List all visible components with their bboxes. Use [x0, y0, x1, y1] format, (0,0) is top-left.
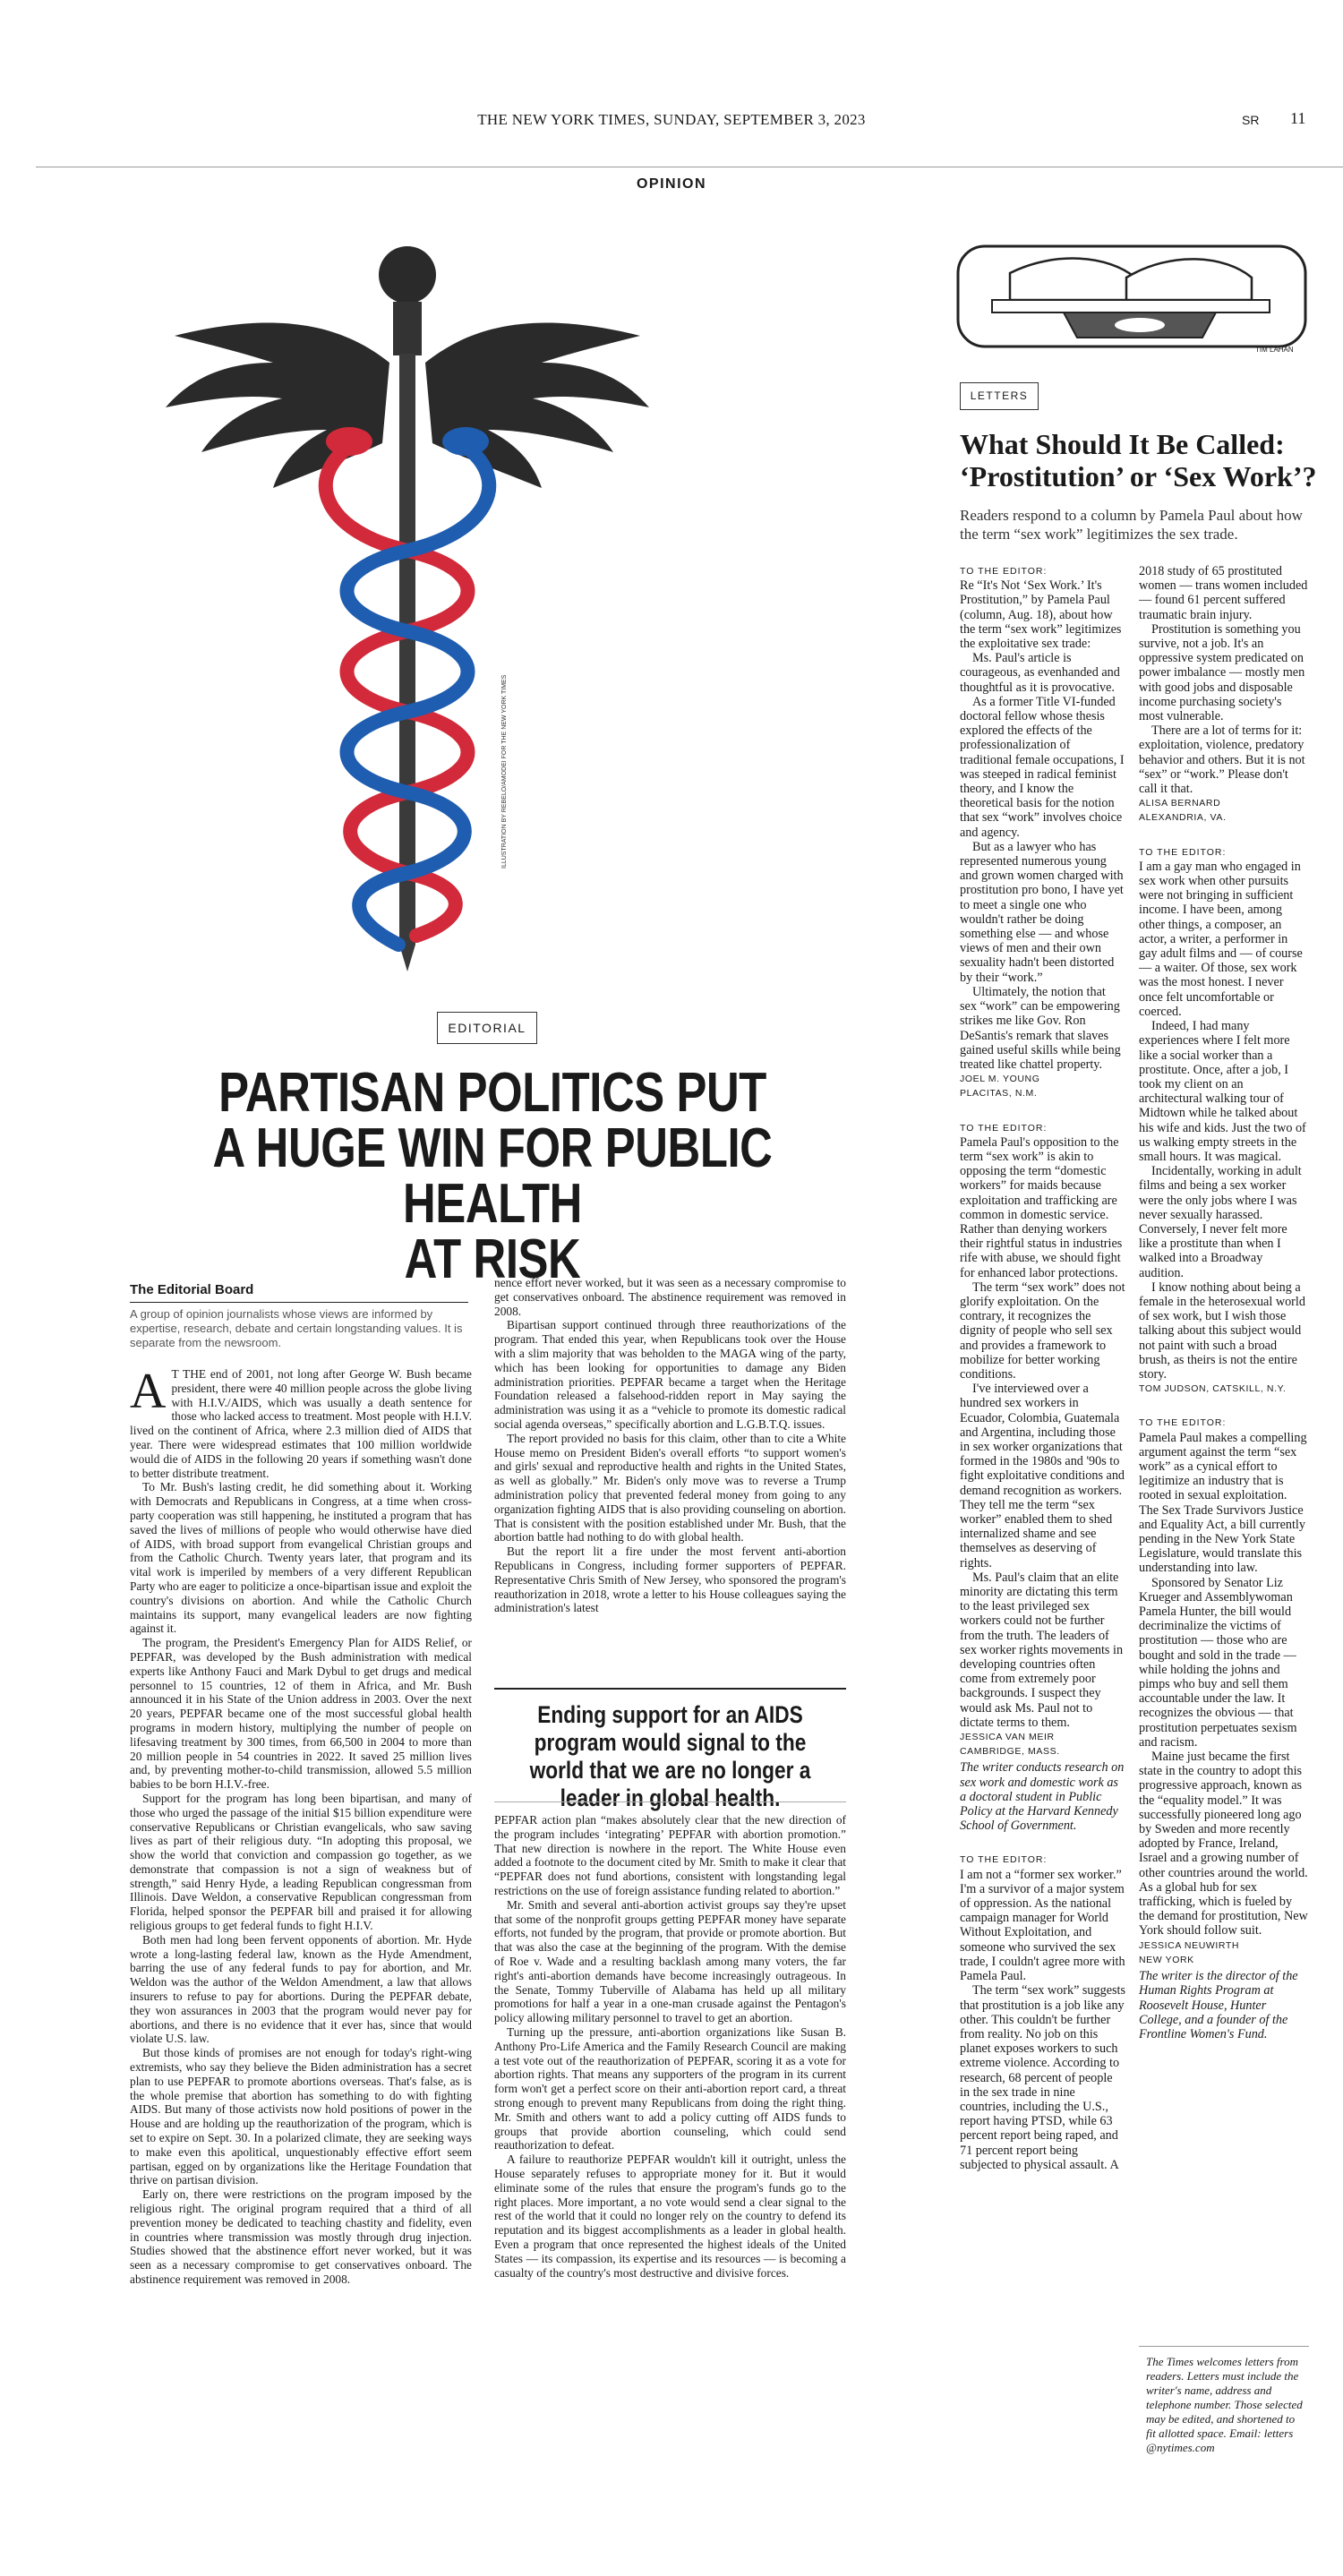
editorial-headline [192, 1062, 793, 1290]
editorial-paragraph: To Mr. Bush's lasting credit, he did something about it. Working with Democrats and Republicans in Congress, at a time when cross-party cooperation was still happening, he instituted a program that has saved the lives of millions of people who would otherwise have died of AIDS, with broad support from evangelical Christian groups and from the Catholic Church. Twenty years later, that program and its vital work is imperiled by members of a very different Republican Party who are eager to politicize a once-bipartisan issue and exploit the country's divisions on abortion. And while the Catholic Church maintains its support, many evangelical leaders are now fighting against it. [130, 1480, 472, 1636]
left-wing-graphic [166, 323, 389, 488]
letters-policy-note: The Times welcomes letters from readers. Letters must include the writer's name, address and telephone number. Those selected may be edited, and shortened to fit allotted space. Email: letters @nytimes.com [1146, 2355, 1303, 2454]
editorial-paragraph: Turning up the pressure, anti-abortion organizations like Susan B. Anthony Pro-Life America and the Family Research Council are making a test vote out of the reauthorization of PEPFAR, scoring it as a vote for abortion rights. That means any supporters of the program in its current form won't get a perfect score on their anti-abortion report card, a threat strong enough to prevent many Republicans from doing the right thing. Mr. Smith and others want to add a policy cutting off AIDS funds to groups that provide abortion counseling, which could send reauthorization to defeat. [494, 2024, 846, 2152]
editorial-paragraph: Support for the program has long been bipartisan, and many of those who urged the passage of the initial $15 billion expenditure were conservative Republicans or Christian evangelicals, who saw saving lives as part of their religious duty. “In adopting this proposal, we show the world that conviction and compassion go together, as we demonstrate that compassion is not a sign of weakness but of strength,” said Henry Hyde, a leading Republican congressman from Illinois. Dave Weldon, a conservative Republican congressman from Florida, helped sponsor the PEPFAR bill and praised it for allowing religious groups to get federal funds to fight H.I.V. [130, 1791, 472, 1933]
letter-paragraph: I am not a “former sex worker.” I'm a survivor of a major system of oppression. As the national campaign manager for World Without Exploitation, and someone who survived the sex trade, I couldn't agree more with Pamela Paul. [960, 1867, 1125, 1984]
editorial-column-2-bottom [494, 1813, 846, 2485]
section-label: OPINION [636, 176, 707, 192]
paper-date-line: THE NEW YORK TIMES, SUNDAY, SEPTEMBER 3, 2023 [477, 111, 866, 128]
author-description: A group of opinion journalists whose views are informed by expertise, research, debate and certain longstanding values. It is separate from the newsroom. [130, 1307, 463, 1349]
to-the-editor: TO THE EDITOR: [960, 566, 1048, 577]
editorial-column-2-top [494, 1276, 846, 1683]
letter-signature: JESSICA VAN MEIR CAMBRIDGE, MASS. [960, 1732, 1060, 1758]
letter-paragraph: There are a lot of terms for it: exploitation, violence, predatory behavior and others. But it is not “sex” or “work.” Please don't call it that. [1139, 723, 1305, 797]
staff-rod [399, 354, 415, 945]
pull-quote-bottom-rule [494, 1801, 846, 1802]
letter-paragraph: As a former Title VI-funded doctoral fellow whose thesis explored the effects of the professionalization of traditional female occupations, I was steeped in radical feminist theory, and I know the theoretical basis for the notion that sex “work” involves choice and agency. [960, 694, 1125, 840]
writer-note: The writer is the director of the Human Rights Program at Roosevelt House, Hunter College, and a founder of the Frontline Women's Fund. [1139, 1969, 1298, 2041]
letter-paragraph: Re “It's Not ‘Sex Work.’ It's Prostitution,” by Pamela Paul (column, Aug. 18), about how the term “sex work” legitimizes the exploitative sex trade: [960, 578, 1122, 652]
to-the-editor: TO THE EDITOR: [960, 1854, 1048, 1866]
editorial-paragraph: But the report lit a fire under the most fervent anti-abortion Republicans in Congress, including former supporters of PEPFAR. Representative Chris Smith of New Jersey, who sponsored the program's reauthorization in 2018, wrote a letter to his House colleagues saying the administration's latest [494, 1545, 846, 1615]
byline-rule [130, 1302, 468, 1303]
byline: The Editorial Board [130, 1282, 254, 1297]
letter-signature: ALISA BERNARD ALEXANDRIA, VA. [1139, 798, 1227, 824]
to-the-editor: TO THE EDITOR: [1139, 846, 1227, 858]
pull-quote: Ending support for an AIDS program would signal to the world that we are no longer a leader in global health. [529, 1701, 811, 1811]
editorial-paragraph: The report provided no basis for this claim, other than to cite a White House memo on President Biden's overall efforts “to support women's and girls' sexual and reproductive health and rights in the United States, as well as globally.” Mr. Biden's only move was to reverse a Trump administration policy that prevented federal money from going to any organization fighting AIDS that is also providing counseling on abortion. That is consistent with the position established under Mr. Bush, that the abortion battle had nothing to do with global health. [494, 1431, 846, 1545]
editorial-column-1 [130, 1367, 472, 2482]
letter-signature: JESSICA NEUWIRTH NEW YORK [1139, 1939, 1240, 1965]
editorial-label: EDITORIAL [437, 1012, 537, 1044]
section-code: SR [1242, 113, 1260, 127]
letters-illustration-credit: TIM LAHAN [1255, 346, 1294, 354]
letter-paragraph: Prostitution is something you survive, not a job. It's an oppressive system predicated on power imbalance — mostly men with good jobs and disposable income purchasing society's most vulnerable. [1139, 621, 1305, 724]
red-serpent-head [326, 427, 372, 456]
letter-signature: TOM JUDSON, CATSKILL, N.Y. [1139, 1383, 1287, 1395]
drop-cap: A [130, 1367, 167, 1419]
letters-dek: Readers respond to a column by Pamela Paul about how the term “sex work” legitimizes the sex trade. [960, 507, 1303, 543]
letter-paragraph: Sponsored by Senator Liz Krueger and Assemblywoman Pamela Hunter, the bill would decriminalize the victims of prostitution — those who are bought and sold in the trade — while holding the johns and pimps who buy and sell them accountable under the law. It recognizes the obvious — that prostitution perpetuates sexism and racism. [1139, 1575, 1297, 1750]
caduceus-illustration [148, 228, 667, 980]
letters-column-1 [960, 564, 1125, 2480]
editorial-paragraph: Early on, there were restrictions on the program imposed by the religious right. The original program required that a third of all prevention money be dedicated to teaching chastity and fidelity, even in countries where transmission was mostly through drug injection. Studies showed that the abstinence effort never worked, but it was seen as a necessary compromise to get conservatives onboard. The abstinence requirement was removed in 2008. [130, 2187, 472, 2286]
editorial-paragraph: But those kinds of promises are not enough for today's right-wing extremists, who say they believe the Biden administration has a secret plan to use PEPFAR to promote abortions overseas. That's false, as is the whole premise that abortion has something to do with fighting AIDS. But many of those activists now hold positions of power in the House and are holding up the reauthorization of the program, which is set to expire on Sept. 30. In a polarized climate, they are seeking ways to make even this apolitical, unquestionably effective effort seem partisan, egged on by organizations like the Heritage Foundation that thrive on partisan division. [130, 2046, 472, 2187]
illustration-credit: ILLUSTRATION BY REBELO/AMODEI FOR THE NEW YORK TIMES [501, 674, 508, 869]
footer-rule [1139, 2346, 1309, 2347]
letter-paragraph: Indeed, I had many experiences where I felt more like a social worker than a prostitute. Once, after a job, I took my client on an architectural walking tour of Midtown while he talked about his wife and kids. Just the two of us walking empty streets in the small hours. It was magical. [1139, 1019, 1306, 1164]
letter-paragraph: The term “sex work” suggests that prostitution is a job like any other. This couldn't be further from reality. No job on this planet exposes workers to such extreme violence. According to research, 68 percent of people in the sex trade in nine countries, including the U.S., report having PTSD, while 63 percent report being raped, and 71 percent report being subjected to physical assault. A [960, 1983, 1125, 2172]
letter-paragraph: The term “sex work” does not glorify exploitation. On the contrary, it recognizes the dignity of people who sell sex and provides a framework to mobilize for better working conditions. [960, 1279, 1125, 1382]
headline-line: AT RISK [404, 1228, 581, 1290]
editorial-paragraph: Bipartisan support continued through three reauthorizations of the program. That ended this year, when Republicans took over the House with a slim majority that was beholden to the MAGA wing of the party, which has been looking for opportunities to damage any Biden administration priorities. PEPFAR became a target when the Heritage Foundation released a falsehood-ridden report in May saying the administration was using it as a “vehicle to promote its domestic radical social agenda overseas,” specifically abortion and L.G.B.T.Q. issues. [494, 1318, 846, 1431]
blue-serpent-head [442, 427, 489, 456]
letter-paragraph: Ms. Paul's article is courageous, as evenhanded and thoughtful as it is provocative. [960, 651, 1120, 695]
headline-line: A HUGE WIN FOR PUBLIC HEALTH [212, 1117, 773, 1235]
editorial-paragraph: The program, the President's Emergency Plan for AIDS Relief, or PEPFAR, was developed by the Bush administration with medical experts like Anthony Fauci and Mark Dybul to get drugs and medical personnel to 15 countries, 12 of them in Africa, and Mr. Bush announced it in his State of the Union address in 2003. Over the next 20 years, PEPFAR became one of the most successful global health programs in modern history, multiplying the number of people on lifesaving treatment by 300 times, from 66,500 in 2004 to more than 20 million people in 54 countries in 2022. It saved 25 million lives and, by preventing mother-to-child transmission, allowed 5.5 million babies to be born H.I.V.-free. [130, 1636, 472, 1792]
staff-knob [379, 246, 436, 304]
letter-paragraph: 2018 study of 65 prostituted women — trans women included — found 61 percent suffered traumatic brain injury. [1139, 564, 1308, 622]
letters-column-2 [1139, 564, 1309, 2471]
to-the-editor: TO THE EDITOR: [1139, 1417, 1227, 1429]
staff-collar [393, 302, 422, 355]
letter-paragraph: Pamela Paul makes a compelling argument against the term “sex work” as a cynical effort to legitimize an industry that is rooted in sexual exploitation. The Sex Trade Survivors Justice and Equality Act, a bill currently pending in the New York State Legislature, would translate this understanding into law. [1139, 1430, 1307, 1576]
letter-paragraph: Ms. Paul's claim that an elite minority are dictating this term to the least privileged sex workers could not be further from the truth. The leaders of sex worker rights movements in developing countries often come from extremely poor backgrounds. I suspect they would ask Ms. Paul not to dictate terms to them. [960, 1570, 1124, 1730]
letter-paragraph: I know nothing about being a female in the heterosexual world of sex work, but I wish those talking about this subject would not paint with such a broad brush, as theirs is not the entire story. [1139, 1279, 1305, 1382]
writer-note: The writer conducts research on sex work and domestic work as a doctoral student in Public Policy at the Harvard Kennedy School of Government. [960, 1760, 1125, 1834]
to-the-editor: TO THE EDITOR: [960, 1122, 1048, 1134]
right-wing-graphic [425, 323, 649, 488]
page-number: 11 [1290, 109, 1306, 127]
editorial-paragraph: A failure to reauthorize PEPFAR wouldn't kill it outright, unless the House separately refuses to appropriate money for it. But it would eliminate some of the rules that ensure the program's funds go to the right places. More important, a no vote would send a clear signal to the rest of the world that it could no longer rely on the country to defend its reputation and its biggest accomplishments as a leader in global health. Even a program that once represented the highest ideals of the United States — its compassion, its expertise and its resources — is becoming a casualty of the country's most destructive and divisive forces. [494, 2152, 846, 2280]
letter-signature: JOEL M. YOUNG PLACITAS, N.M. [960, 1074, 1040, 1100]
editorial-paragraph: nence effort never worked, but it was seen as a necessary compromise to get conservatives onboard. The abstinence requirement was removed in 2008. [494, 1276, 846, 1318]
headline-line: PARTISAN POLITICS PUT [218, 1062, 766, 1124]
letter-paragraph: Maine just became the first state in the country to adopt this progressive approach, known as the “equality model.” It was successfully pioneered long ago by Sweden and more recently adopted by France, Ireland, Israel and a growing number of other countries around the world. As a global hub for sex trafficking, which is fueled by the demand for prostitution, New York should follow suit. [1139, 1750, 1308, 1938]
letters-headline: What Should It Be Called: ‘Prostitution’ or ‘Sex Work’? [960, 428, 1317, 492]
letter-paragraph: Incidentally, working in adult films and being a sex worker were the only jobs where I was never sexually harassed. Conversely, I never felt more like a prostitute than when I walked into a Broadway audition. [1139, 1164, 1302, 1280]
editorial-paragraph: Both men had long been fervent opponents of abortion. Mr. Hyde wrote a long-lasting federal law, known as the Hyde Amendment, barring the use of any federal funds to pay for abortion, and Mr. Weldon was the author of the Weldon Amendment, a law that allows insurers to refuse to pay for abortions. During the PEPFAR debate, they won assurances in 2003 that the program would never pay for abortions, and there is no evidence that it ever has, since that would violate U.S. law. [130, 1932, 472, 2046]
letters-illustration [956, 237, 1309, 358]
letter-paragraph: But as a lawyer who has represented numerous young and grown women charged with prostitution pro bono, I have yet to meet a single one who wouldn't rather be doing something else — and whose views of men and their own sexuality hadn't been distorted by their “work.” [960, 839, 1124, 985]
editorial-paragraph: PEPFAR action plan “makes absolutely clear that the new direction of the program includes ‘integrating’ PEPFAR with abortion promotion.” That new direction is nowhere in the report. The White House even added a footnote to the document cited by Mr. Smith to make it clear that “PEPFAR does not fund abortions, consistent with longstanding legal restrictions on the use of foreign assistance funding related to abortion.” [494, 1813, 846, 1897]
letter-paragraph: I am a gay man who engaged in sex work when other pursuits were not bringing in sufficient income. I have been, among other things, a composer, an actor, a writer, a performer in gay adult films and — of course — a waiter. Of those, sex work was the most honest. I never once felt uncomfortable or coerced. [1139, 859, 1303, 1019]
editorial-paragraph: Mr. Smith and several anti-abortion activist groups say they're upset that some of the nonprofit groups getting PEPFAR money have separate efforts, not funded by the program, that provide or promote abortion. But that was also the case at the beginning of the program. With the demise of Roe v. Wade and a resulting backlash among many voters, the far right's anti-abortion demands have become increasingly outrageous. In the Senate, Tommy Tuberville of Alabama has held up all military promotions for half a year in a one-man crusade against the Pentagon's policy allowing military personnel to travel to get an abortion. [494, 1897, 846, 2025]
letter-paragraph: I've interviewed over a hundred sex workers in Ecuador, Colombia, Guatemala and Argentina, including those in sex worker organizations that formed in the 1980s and '90s to fight exploitative conditions and demand recognition as workers. They tell me the term “sex worker” enabled them to shed internalized shame and see themselves as deserving of rights. [960, 1382, 1125, 1570]
pull-quote-top-rule [494, 1688, 846, 1690]
editorial-paragraph: A T THE end of 2001, not long after George W. Bush became president, there were 40 million people across the globe living with H.I.V./AIDS, which was usually a death sentence for those who lacked access to treatment. Most people with H.I.V. lived on the continent of Africa, where 2.3 million died of AIDS that year. There were widespread estimates that 100 million worldwide would die of AIDS in the following 20 years if something wasn't done to better distribute treatment. [130, 1367, 472, 1480]
letter-paragraph: Pamela Paul's opposition to the term “sex work” is akin to opposing the term “domestic workers” for maids because exploitation and trafficking are common in domestic service. Rather than denying workers their rightful status in industries rife with abuse, we should fight for enhanced labor protections. [960, 1134, 1123, 1280]
letters-label: LETTERS [960, 382, 1039, 410]
letter-paragraph: Ultimately, the notion that sex “work” can be empowering strikes me like Gov. Ron DeSantis's remark that slaves gained useful skills while being treated like chattel property. [960, 984, 1121, 1072]
